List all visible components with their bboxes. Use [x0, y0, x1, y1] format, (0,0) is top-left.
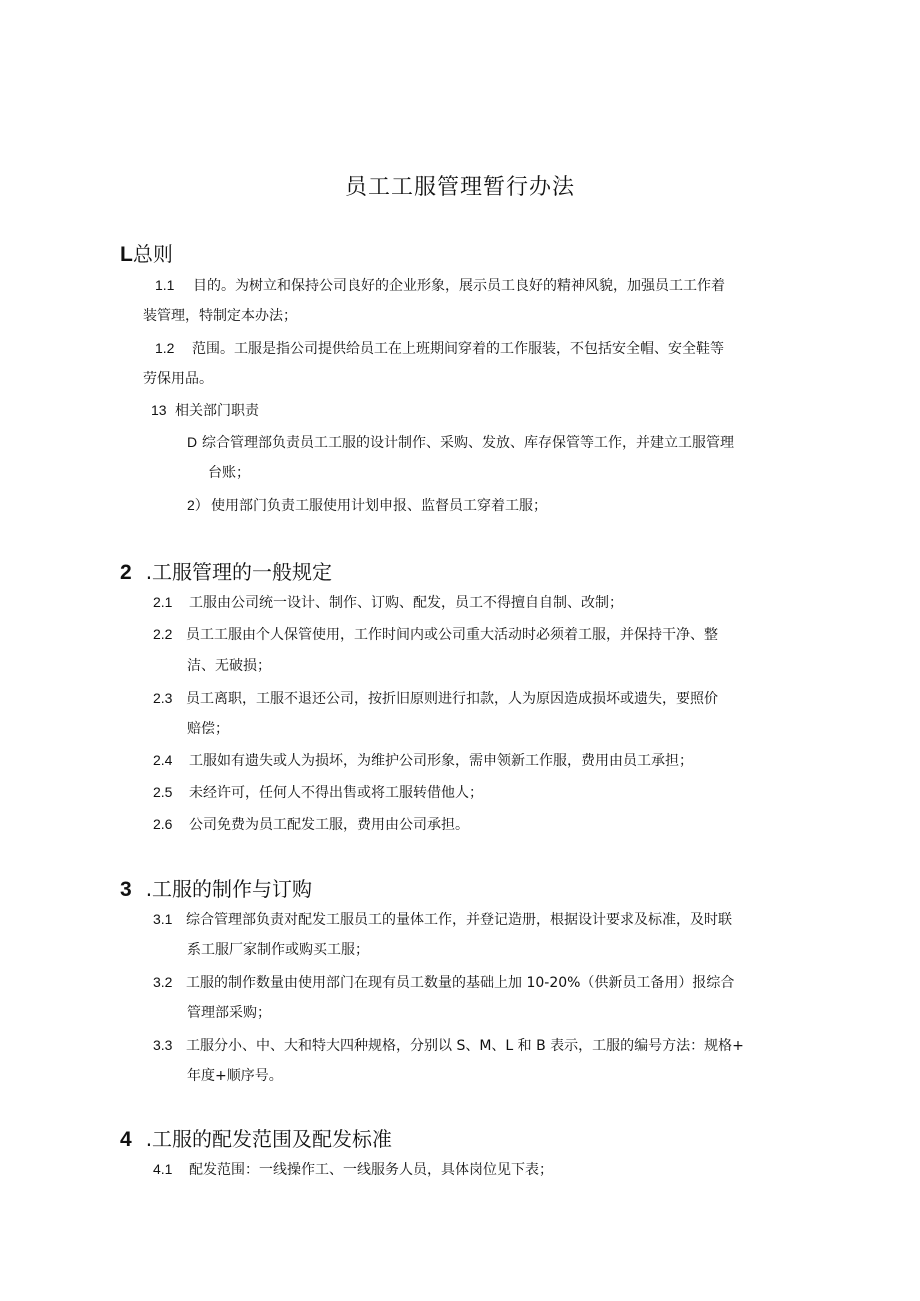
item-4-1-text: 配发范围：一线操作工、一线服务人员，具体岗位见下表；: [189, 1162, 553, 1178]
section-3-heading: [120, 873, 312, 902]
item-2-1-text: 工服由公司统一设计、制作、订购、配发，员工不得擅自自制、改制；: [189, 595, 623, 611]
section-3-title: .工服的制作与订购: [145, 877, 313, 901]
item-2-3-cont: 赔偿；: [187, 721, 229, 737]
item-1-1-cont: 装管理，特制定本办法；: [143, 308, 297, 324]
section-2-heading: [120, 556, 332, 585]
item-1-3-b-number: 2）: [187, 497, 209, 513]
section-3-number: 3: [120, 878, 132, 901]
section-1-title: 总则: [132, 242, 173, 266]
document-title: 员工工服管理暂行办法: [344, 175, 575, 200]
item-3-1-cont: 系工服厂家制作或购买工服；: [187, 942, 369, 958]
item-1-2-text: 范围。工服是指公司提供给员工在上班期间穿着的工作服装，不包括安全帽、安全鞋等: [192, 341, 724, 357]
item-1-3-b: [187, 495, 547, 516]
item-3-1-text: 综合管理部负责对配发工服员工的量体工作，并登记造册，根据设计要求及标准，及时联: [186, 912, 732, 928]
item-3-1: [153, 909, 732, 930]
item-2-1-number: 2.1: [153, 594, 173, 610]
section-1-number: L: [120, 243, 133, 266]
item-1-3-number: 13: [151, 402, 167, 418]
item-3-3-cont: 年度+顺序号。: [187, 1068, 283, 1084]
item-2-3: [153, 688, 718, 709]
item-2-2-text: 员工工服由个人保管使用，工作时间内或公司重大活动时必须着工服，并保持干净、整: [186, 627, 718, 643]
item-3-2: [153, 972, 734, 993]
item-3-3-number: 3.3: [153, 1037, 173, 1053]
section-4-heading: [120, 1123, 392, 1152]
item-2-4-text: 工服如有遗失或人为损坏，为维护公司形象，需申领新工作服，费用由员工承担；: [189, 753, 693, 769]
item-2-3-text: 员工离职，工服不退还公司，按折旧原则进行扣款，人为原因造成损坏或遗失，要照价: [186, 691, 718, 707]
item-1-3-b-text: 使用部门负责工服使用计划申报、监督员工穿着工服；: [211, 498, 547, 514]
section-1-heading: [120, 238, 173, 267]
item-2-2-cont: 洁、无破损；: [187, 658, 271, 674]
item-2-5-text: 未经许可，任何人不得出售或将工服转借他人；: [189, 785, 483, 801]
item-2-2-number: 2.2: [153, 626, 173, 642]
item-1-2-cont: 劳保用品。: [143, 371, 213, 387]
item-1-1: [155, 275, 725, 296]
item-2-6-text: 公司免费为员工配发工服，费用由公司承担。: [189, 817, 469, 833]
item-3-3-text: 工服分小、中、大和特大四种规格，分别以 S、M、L 和 B 表示，工服的编号方法：规格+: [186, 1038, 744, 1054]
item-1-3-a-text: 综合管理部负责员工工服的设计制作、采购、发放、库存保管等工作，并建立工服管理: [202, 435, 734, 451]
item-3-2-text: 工服的制作数量由使用部门在现有员工数量的基础上加 10-20%（供新员工备用）报综合: [186, 975, 735, 991]
item-1-2-number: 1.2: [155, 340, 175, 356]
item-3-1-number: 3.1: [153, 911, 173, 927]
item-1-3-a: [187, 432, 734, 453]
item-2-2: [153, 624, 718, 645]
section-2-number: 2: [120, 561, 132, 584]
item-2-5-number: 2.5: [153, 784, 173, 800]
item-1-3: [151, 400, 259, 421]
item-3-2-number: 3.2: [153, 974, 173, 990]
item-1-1-text: 目的。为树立和保持公司良好的企业形象，展示员工良好的精神风貌，加强员工工作着: [193, 278, 725, 294]
item-1-3-a-number: D: [187, 434, 198, 450]
item-2-1: [153, 592, 623, 613]
item-4-1: [153, 1159, 553, 1180]
item-4-1-number: 4.1: [153, 1161, 173, 1177]
item-3-2-cont: 管理部采购；: [187, 1005, 271, 1021]
item-2-3-number: 2.3: [153, 690, 173, 706]
item-1-3-text: 相关部门职责: [175, 403, 259, 419]
item-3-3: [153, 1035, 744, 1056]
section-2-title: .工服管理的一般规定: [145, 560, 333, 584]
section-4-title: .工服的配发范围及配发标准: [145, 1127, 393, 1151]
item-1-2: [155, 338, 724, 359]
item-2-4: [153, 750, 693, 771]
item-2-4-number: 2.4: [153, 752, 173, 768]
item-2-5: [153, 782, 483, 803]
item-1-3-a-cont: 台账；: [208, 465, 250, 481]
item-1-1-number: 1.1: [155, 277, 175, 293]
item-2-6: [153, 814, 469, 835]
section-4-number: 4: [120, 1128, 132, 1151]
item-2-6-number: 2.6: [153, 816, 173, 832]
